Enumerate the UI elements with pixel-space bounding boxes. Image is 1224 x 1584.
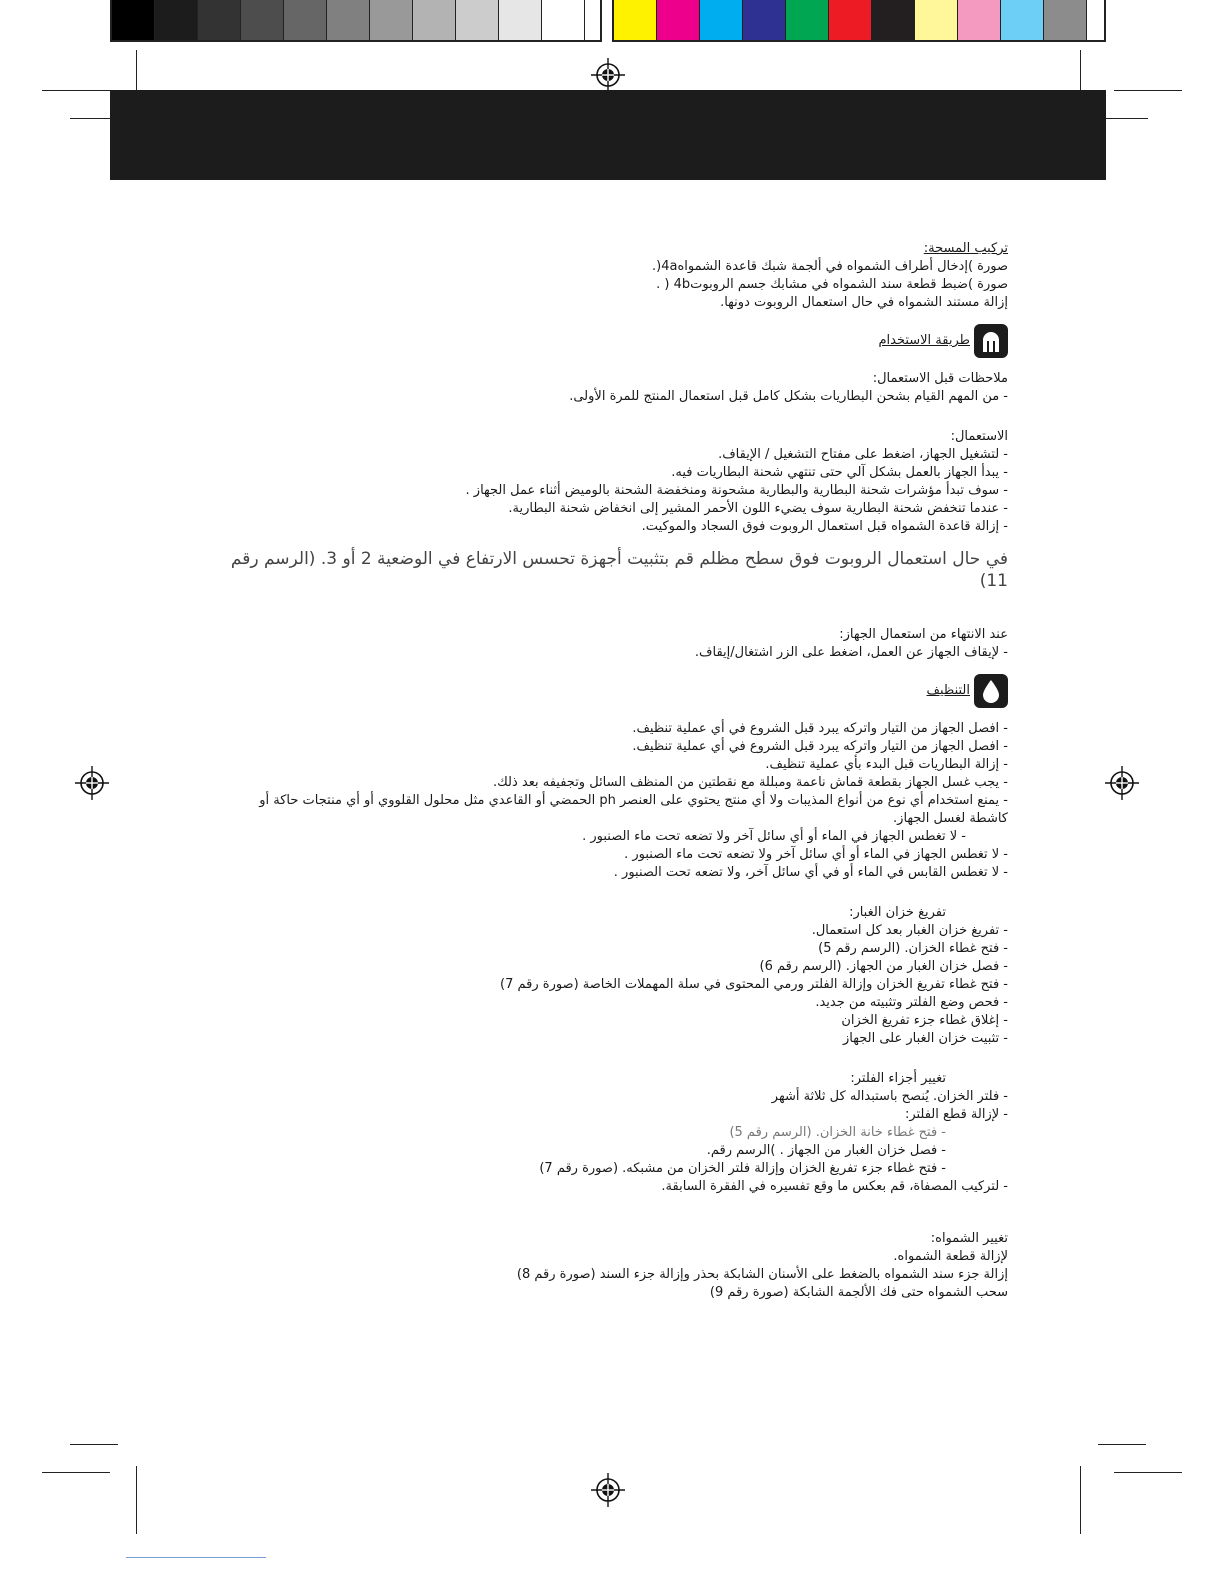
cleaning-section-header bbox=[230, 674, 1008, 708]
page-content bbox=[230, 240, 1008, 1302]
header-band bbox=[110, 90, 1106, 180]
usage-section-title: طريقة الاستخدام bbox=[878, 333, 970, 348]
filter-final-line: - لتركيب المصفاة، قم بعكس ما وقع تفسيره في الفقرة السابقة. bbox=[661, 1179, 1008, 1194]
usage-line: - سوف تبدأ مؤشرات شحنة البطارية والبطارية مشحونة ومنخفضة الشحنة بالوميض أثناء عمل الجهاز . bbox=[465, 483, 1008, 498]
cleaning-line: - لا تغطس القابس في الماء أو في أي سائل آخر، ولا تضعه تحت الصنبور . bbox=[613, 865, 1008, 880]
mop-line: إزالة مستند الشمواه في حال استعمال الروبوت دونها. bbox=[720, 295, 1008, 310]
dust-tank-line: - فتح غطاء تفريغ الخزان وإزالة الفلتر ورمي المحتوى في سلة المهملات الخاصة (صورة رقم 7) bbox=[499, 977, 1008, 992]
chamois-line: إزالة جزء سند الشمواه بالضغط على الأسنان الشابكة بحذر وإزالة جزء السند (صورة رقم 8) bbox=[516, 1267, 1008, 1282]
crop-mark bbox=[70, 1444, 118, 1445]
color-swatch bbox=[370, 0, 413, 40]
dust-tank-line: - فحص وضع الفلتر وتثبيته من جديد. bbox=[815, 995, 1008, 1010]
filter-line: - فلتر الخزان. يُنصح باستبداله كل ثلاثة أشهر bbox=[771, 1089, 1008, 1104]
crop-mark bbox=[1080, 1466, 1081, 1534]
usage-notes-title: ملاحظات قبل الاستعمال: bbox=[872, 371, 1008, 386]
footer-rule bbox=[126, 1557, 266, 1558]
mop-section-title: تركيب المسحة: bbox=[923, 241, 1008, 256]
filter-title: تغيير أجزاء الفلتر: bbox=[850, 1071, 946, 1086]
color-swatch bbox=[786, 0, 829, 40]
water-drop-icon bbox=[974, 674, 1008, 708]
grayscale-color-bar bbox=[112, 0, 585, 40]
dust-tank-title: تفريغ خزان الغبار: bbox=[849, 905, 946, 920]
chamois-title: تغيير الشمواه: bbox=[930, 1231, 1008, 1246]
mop-line: صورة )ضبط قطعة سند الشمواه في مشابك جسم الروبوت4b ( . bbox=[656, 277, 1008, 292]
color-swatch bbox=[958, 0, 1001, 40]
cleaning-section-title: التنظيف bbox=[926, 683, 970, 698]
filter-line: - لإزالة قطع الفلتر: bbox=[904, 1107, 1008, 1122]
filter-sub-line: - فتح غطاء جزء تفريغ الخزان وإزالة فلتر الخزان من مشبكه. (صورة رقم 7) bbox=[539, 1161, 946, 1176]
registration-mark-icon bbox=[591, 1473, 625, 1507]
cleaning-line: - يجب غسل الجهاز بقطعة قماش ناعمة ومبللة مع نقطتين من المنظف السائل وتجفيفه بعد ذلك. bbox=[492, 775, 1008, 790]
color-swatch bbox=[1044, 0, 1087, 40]
crop-mark bbox=[136, 1466, 137, 1534]
usage-line: - يبدأ الجهاز بالعمل بشكل آلي حتى تنتهي شحنة البطاريات فيه. bbox=[671, 465, 1008, 480]
cleaning-line: - إزالة البطاريات قبل البدء بأي عملية تنظيف. bbox=[765, 757, 1008, 772]
cleaning-line: - افصل الجهاز من التيار واتركه يبرد قبل الشروع في أي عملية تنظيف. bbox=[632, 721, 1008, 736]
registration-mark-icon bbox=[1105, 766, 1139, 800]
color-swatch bbox=[456, 0, 499, 40]
color-swatch bbox=[657, 0, 700, 40]
dark-surface-note: في حال استعمال الروبوت فوق سطح مظلم قم بتثبيت أجهزة تحسس الارتفاع في الوضعية 2 أو 3. (الرسم رقم 11) bbox=[230, 549, 1008, 591]
color-swatch bbox=[743, 0, 786, 40]
dust-tank-line: - تثبيت خزان الغبار على الجهاز bbox=[843, 1031, 1008, 1046]
color-swatch bbox=[413, 0, 456, 40]
dust-tank-line: - تفريغ خزان الغبار بعد كل استعمال. bbox=[811, 923, 1008, 938]
color-swatch bbox=[198, 0, 241, 40]
chamois-line: لإزالة قطعة الشمواه. bbox=[893, 1249, 1008, 1264]
crop-mark bbox=[42, 1472, 110, 1473]
color-swatch bbox=[284, 0, 327, 40]
usage-note-line: - من المهم القيام بشحن البطاريات بشكل كامل قبل استعمال المنتج للمرة الأولى. bbox=[569, 389, 1008, 404]
color-swatch bbox=[872, 0, 915, 40]
crop-mark bbox=[1098, 1444, 1146, 1445]
cleaning-line: - يمنع استخدام أي نوع من أنواع المذيبات ولا أي منتج يحتوي على العنصر ph الحمضي أو القاعدي مثل محلول القلووي أو أي منتجات حاكة أو كاشطة لغسل الجهاز. bbox=[259, 793, 1008, 826]
usage-line: - لتشغيل الجهاز، اضغط على مفتاح التشغيل / الإيقاف. bbox=[718, 447, 1008, 462]
color-swatch bbox=[542, 0, 585, 40]
cleaning-line: - لا تغطس الجهاز في الماء أو أي سائل آخر ولا تضعه تحت ماء الصنبور . bbox=[582, 829, 966, 844]
filter-sub-line: - فصل خزان الغبار من الجهاز . )الرسم رقم. bbox=[706, 1143, 946, 1158]
color-swatch bbox=[915, 0, 958, 40]
color-swatch bbox=[829, 0, 872, 40]
registration-mark-icon bbox=[75, 766, 109, 800]
usage-section-header bbox=[230, 324, 1008, 358]
plug-icon bbox=[974, 324, 1008, 358]
mop-line: صورة )إدخال أطراف الشمواه في ألجمة شبك قاعدة الشمواه4a(. bbox=[652, 259, 1008, 274]
registration-mark-icon bbox=[591, 58, 625, 92]
color-swatch bbox=[700, 0, 743, 40]
dust-tank-line: - فتح غطاء الخزان. (الرسم رقم 5) bbox=[818, 941, 1008, 956]
usage-line: - عندما تنخفض شحنة البطارية سوف يضيء اللون الأحمر المشير إلى انخفاض شحنة البطارية. bbox=[508, 501, 1008, 516]
crop-mark bbox=[42, 90, 110, 91]
color-swatch bbox=[241, 0, 284, 40]
cleaning-line: - لا تغطس الجهاز في الماء أو أي سائل آخر ولا تضعه تحت ماء الصنبور . bbox=[624, 847, 1008, 862]
chamois-line: سحب الشمواه حتى فك الألجمة الشابكة (صورة رقم 9) bbox=[709, 1285, 1008, 1300]
color-swatch bbox=[499, 0, 542, 40]
crop-mark bbox=[1114, 90, 1182, 91]
dust-tank-line: - فصل خزان الغبار من الجهاز. (الرسم رقم 6) bbox=[759, 959, 1008, 974]
filter-sub-line: - فتح غطاء خانة الخزان. (الرسم رقم 5) bbox=[729, 1125, 946, 1140]
color-swatch bbox=[614, 0, 657, 40]
usage-end-title: عند الانتهاء من استعمال الجهاز: bbox=[839, 627, 1008, 642]
color-swatch bbox=[155, 0, 198, 40]
color-swatch bbox=[1001, 0, 1044, 40]
usage-line: - إزالة قاعدة الشمواه قبل استعمال الروبوت فوق السجاد والموكيت. bbox=[641, 519, 1008, 534]
dust-tank-line: - إغلاق غطاء جزء تفريغ الخزان bbox=[841, 1013, 1008, 1028]
usage-end-line: - لإيقاف الجهاز عن العمل، اضغط على الزر اشتغال/إيقاف. bbox=[694, 645, 1008, 660]
color-swatch bbox=[112, 0, 155, 40]
crop-mark bbox=[1114, 1472, 1182, 1473]
color-swatch bbox=[327, 0, 370, 40]
process-color-bar bbox=[614, 0, 1087, 40]
cleaning-line: - افصل الجهاز من التيار واتركه يبرد قبل الشروع في أي عملية تنظيف. bbox=[632, 739, 1008, 754]
usage-use-title: الاستعمال: bbox=[950, 429, 1008, 444]
